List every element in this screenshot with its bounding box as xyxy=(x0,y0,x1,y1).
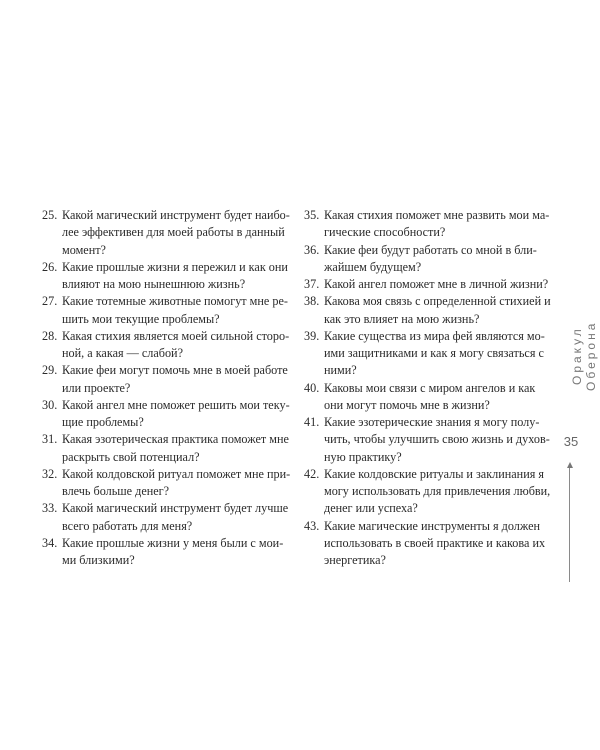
question-number: 42. xyxy=(304,466,320,481)
question-text: Каковы мои связи с миром ангелов и как они могут помочь мне в жизни? xyxy=(324,380,536,412)
question-number: 38. xyxy=(304,294,320,309)
question-number: 39. xyxy=(304,328,320,343)
question-text: Какие существа из мира фей являются мо- ими защитниками и как я могу связаться с ними? xyxy=(324,328,545,378)
question-text: Какая эзотерическая практика поможет мне раскрыть свой потенциал? xyxy=(62,432,289,464)
question-text: Какие прошлые жизни я пережил и как они влияют на мою нынешнюю жизнь? xyxy=(62,259,288,291)
question-item xyxy=(42,362,294,397)
question-item xyxy=(42,293,294,328)
question-text: Какой магический инструмент будет лучше всего работать для меня? xyxy=(62,501,289,533)
question-item xyxy=(304,414,556,466)
question-item xyxy=(42,397,294,432)
question-text: Какие колдовские ритуалы и заклинания я могу использовать для привлечения любви, денег или успеха? xyxy=(324,466,551,516)
question-item xyxy=(304,207,556,242)
question-number: 37. xyxy=(304,277,320,291)
question-text: Какой колдовской ритуал поможет мне при- влечь больше денег? xyxy=(62,466,291,498)
question-item xyxy=(304,466,556,518)
question-number: 40. xyxy=(304,380,320,395)
question-text: Какова моя связь с определенной стихией и как это влияет на мою жизнь? xyxy=(324,294,551,326)
question-item xyxy=(42,535,294,570)
question-number: 28. xyxy=(42,328,58,343)
question-text: Какой ангел поможет мне в личной жизни? xyxy=(324,277,549,291)
running-header xyxy=(557,290,598,590)
question-item xyxy=(304,293,556,328)
question-text: Какие эзотерические знания я могу полу- чить, чтобы улучшить свою жизнь и духов- ную практику? xyxy=(324,415,550,464)
question-item xyxy=(42,207,294,259)
question-number: 31. xyxy=(42,432,58,447)
question-text: Какие феи будут работать со мной в бли- жайшем будущем? xyxy=(324,242,537,274)
question-number: 29. xyxy=(42,363,58,378)
question-number: 34. xyxy=(42,535,58,550)
question-text: Какая стихия поможет мне развить мои ма- гические способности? xyxy=(324,208,550,240)
vertical-rule xyxy=(569,468,570,582)
right-question-list xyxy=(304,207,556,569)
question-item xyxy=(304,328,556,380)
question-item xyxy=(304,380,556,415)
question-number: 35. xyxy=(304,208,320,222)
question-number: 27. xyxy=(42,294,58,309)
question-item xyxy=(42,500,294,535)
question-number: 30. xyxy=(42,397,58,412)
left-question-list xyxy=(42,207,294,569)
question-item xyxy=(42,431,294,466)
question-number: 41. xyxy=(304,415,320,429)
question-item xyxy=(304,276,556,293)
question-text: Какая стихия является моей сильной сторо- ной, а какая — слабой? xyxy=(62,328,290,360)
question-item xyxy=(304,518,556,570)
question-item xyxy=(42,466,294,501)
question-number: 26. xyxy=(42,259,58,274)
question-item xyxy=(42,259,294,294)
question-text: Какой магический инструмент будет наибо- лее эффективен для моей работы в данный момент? xyxy=(62,208,290,257)
question-text: Какой ангел мне поможет решить мои теку- щие проблемы? xyxy=(62,397,290,429)
question-number: 33. xyxy=(42,501,58,516)
question-number: 25. xyxy=(42,208,58,222)
question-number: 43. xyxy=(304,518,320,533)
rule-arrow-icon xyxy=(567,462,573,468)
question-text: Какие магические инструменты я должен использовать в своей практике и какова их энергетика? xyxy=(324,518,546,567)
question-text: Какие феи могут помочь мне в моей работе или проекте? xyxy=(62,363,288,395)
book-title: Оракул Оберона xyxy=(570,320,598,392)
question-text: Какие прошлые жизни у меня были с мои- ми близкими? xyxy=(62,535,284,567)
question-text: Какие тотемные животные помогут мне ре- шить мои текущие проблемы? xyxy=(62,294,288,326)
question-number: 32. xyxy=(42,466,58,481)
question-item xyxy=(304,242,556,277)
question-number: 36. xyxy=(304,242,320,257)
page-number: 35 xyxy=(563,434,579,449)
question-item xyxy=(42,328,294,363)
